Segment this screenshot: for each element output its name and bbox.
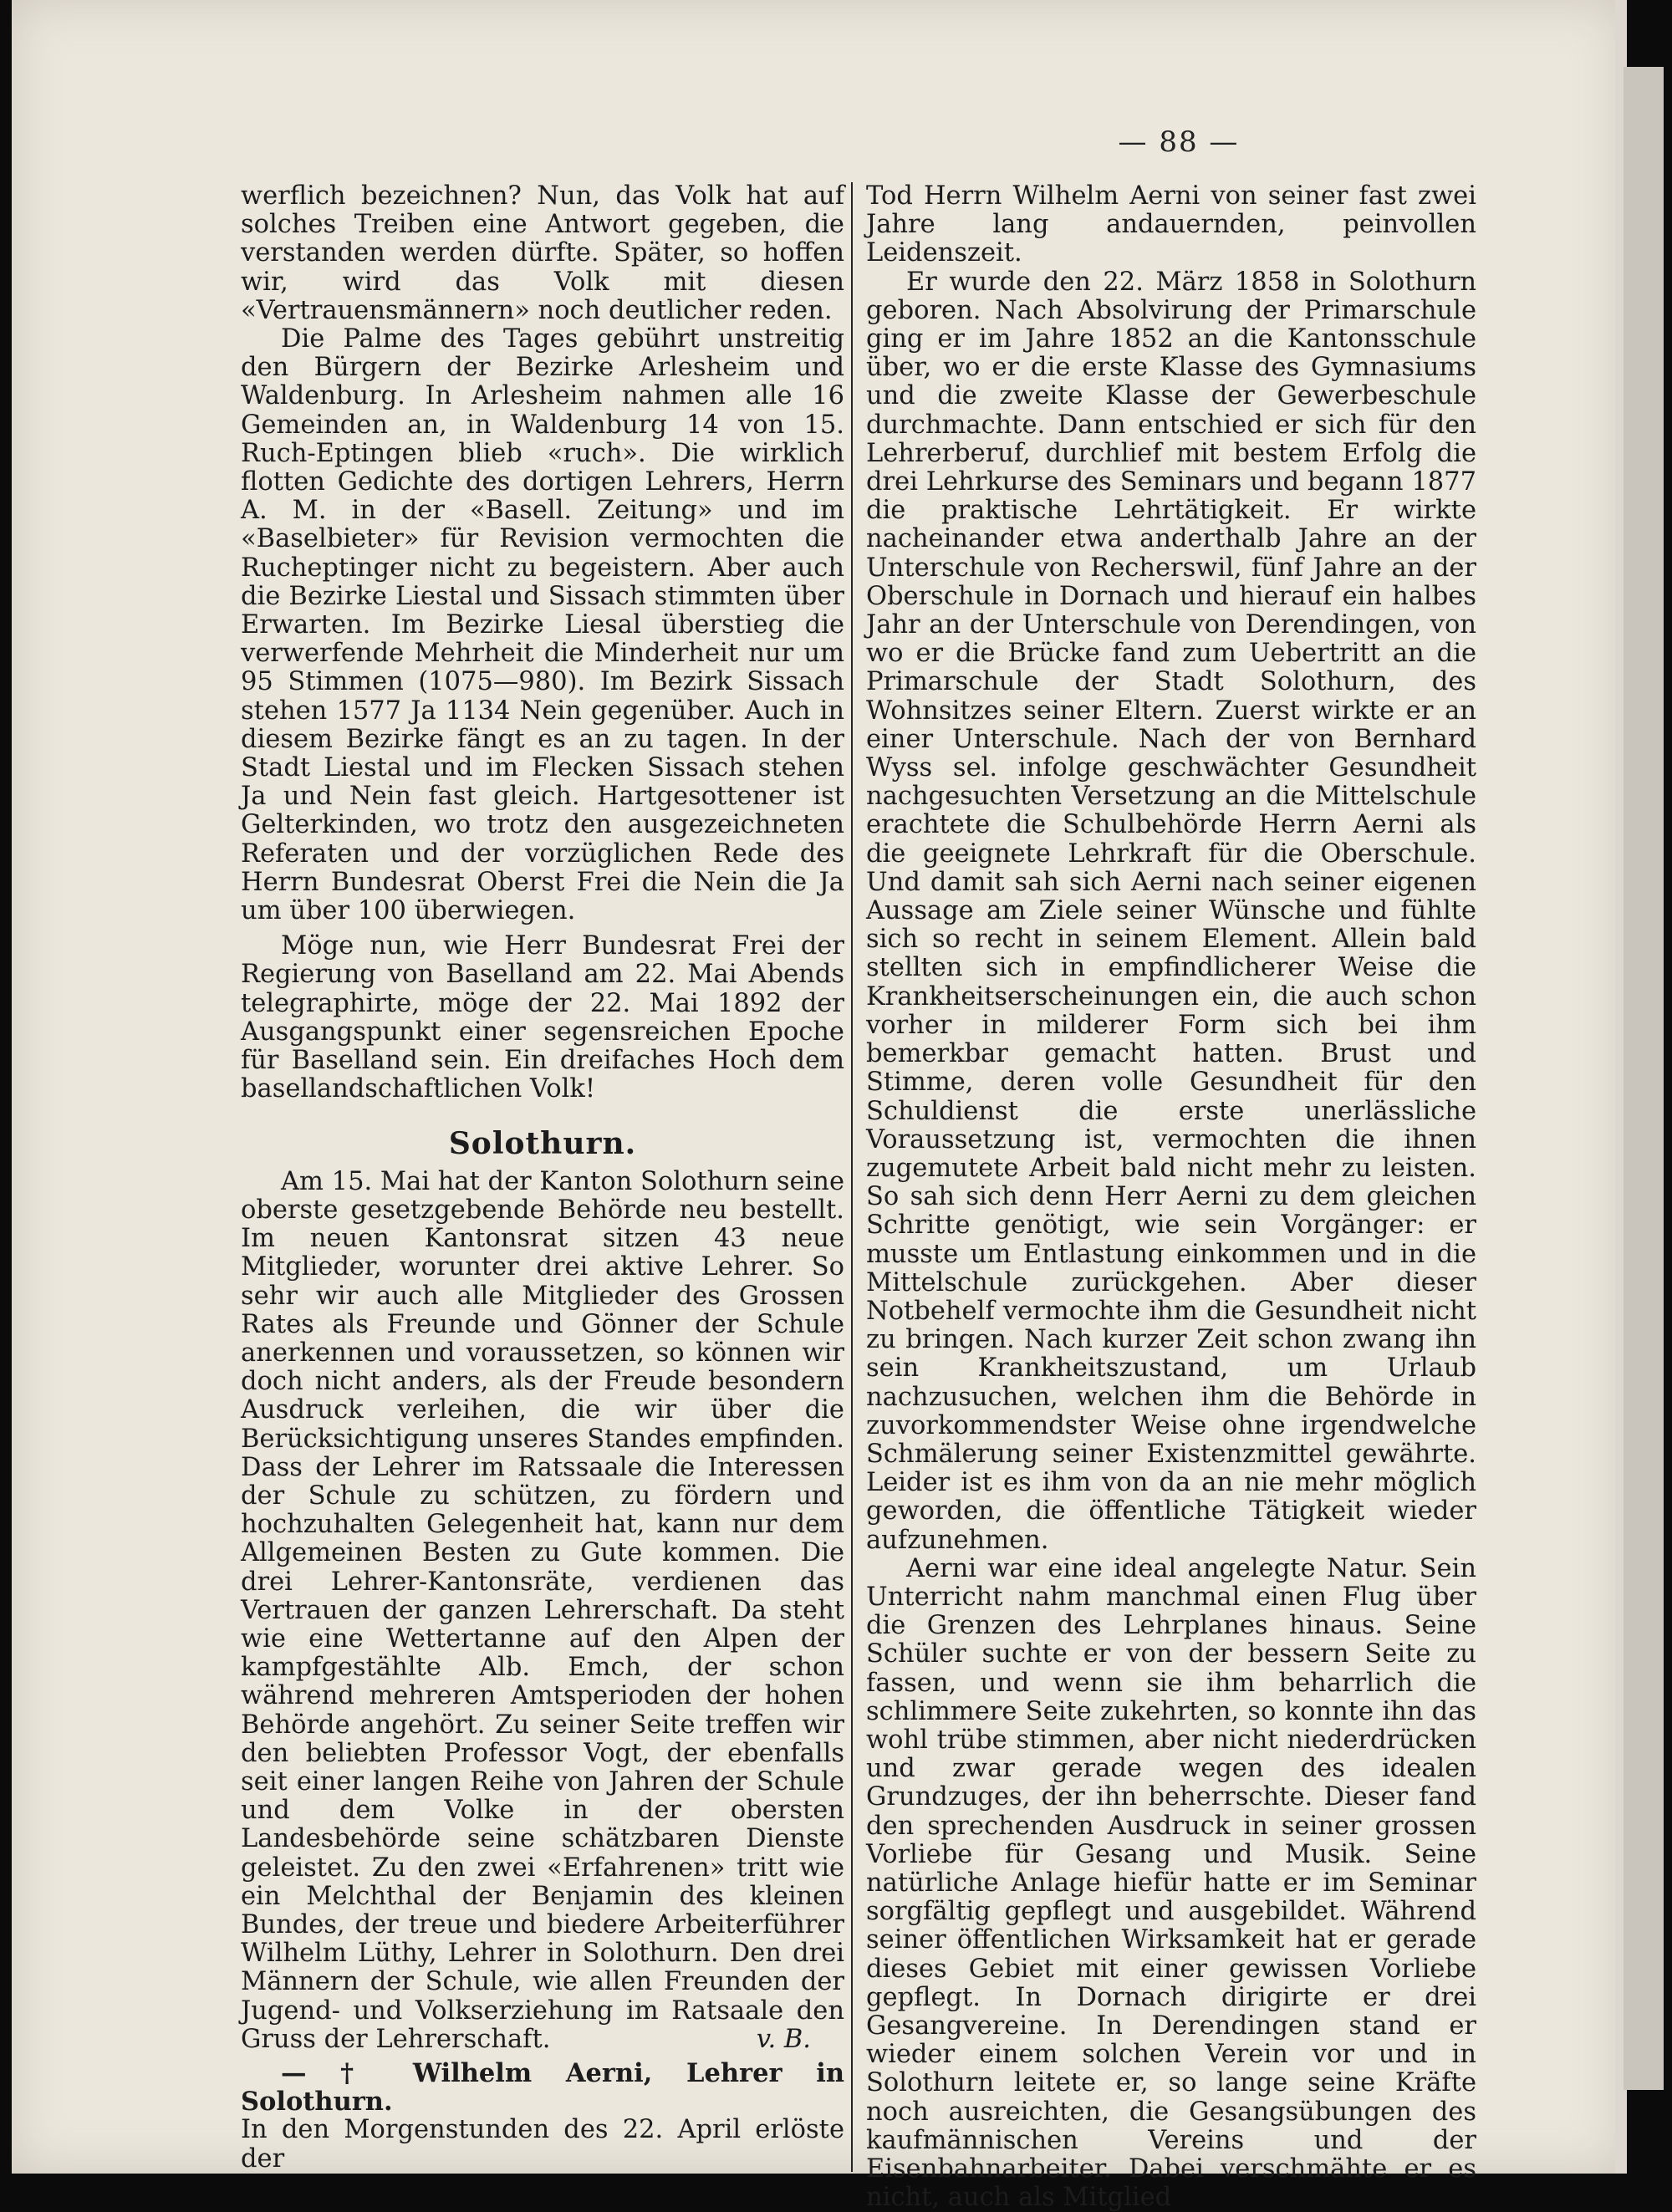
paragraph: werflich bezeichnen? Nun, das Volk hat auf solches Treiben eine Antwort gegeben, die verstanden werden dürfte. Später, so hoffen wir, wird das Volk mit diesen «Vertrauensmännern» noch deutlicher reden. <box>241 181 844 325</box>
paragraph: Tod Herrn Wilhelm Aerni von seiner fast zwei Jahre lang andauernden, peinvollen Leidenszeit. <box>866 181 1476 268</box>
column-divider <box>851 182 853 2172</box>
left-column <box>241 182 844 2174</box>
paragraph <box>241 1168 844 2054</box>
obituary-heading: — † Wilhelm Aerni, Lehrer in Solothurn. <box>241 2058 844 2118</box>
paragraph: Die Palme des Tages gebührt unstreitig den Bürgern der Bezirke Arlesheim und Waldenburg. In Arlesheim nahmen alle 16 Gemeinden an, in Waldenburg 14 von 15. Ruch-Eptingen blieb «ruch». Die wirklich flotten Gedichte des dortigen Lehrers, Herrn A. M. in der «Basell. Zeitung» und im «Baselbieter» für Revision vermochten die Rucheptinger nicht zu begeistern. Aber auch die Bezirke Liestal und Sissach stimmten über Erwarten. Im Bezirke Liesal überstieg die verwerfende Mehrheit die Minderheit nur um 95 Stimmen (1075—980). Im Bezirk Sissach stehen 1577 Ja 1134 Nein gegenüber. Auch in diesem Bezirke fängt es an zu tagen. In der Stadt Liestal und im Flecken Sissach stehen Ja und Nein fast gleich. Hartgesottener ist Gelterkinden, wo trotz den ausgezeichneten Referaten und der vorzüglichen Rede des Herrn Bundesrat Oberst Frei die Nein die Ja um über 100 überwiegen. <box>241 324 844 926</box>
right-column <box>866 182 1476 2212</box>
section-heading: Solothurn. <box>448 1125 637 1161</box>
next-page-edge <box>1624 67 1664 2090</box>
signature: v. B. <box>756 2024 811 2054</box>
paragraph: Er wurde den 22. März 1858 in Solothurn geboren. Nach Absolvirung der Primarschule ging er im Jahre 1852 an die Kantonsschule über, wo er die erste Klasse des Gymnasiums und die zweite Klasse der Gewerbeschule durchmachte. Dann entschied er sich für den Lehrerberuf, durchlief mit bestem Erfolg die drei Lehrkurse des Seminars und begann 1877 die praktische Lehrtätigkeit. Er wirkte nacheinander etwa anderthalb Jahre an der Unterschule von Recherswil, fünf Jahre an der Oberschule in Dornach und hierauf ein halbes Jahr an der Unterschule von Derendingen, von wo er die Brücke fand zum Uebertritt an die Primarschule der Stadt Solothurn, des Wohnsitzes seiner Eltern. Zuerst wirkte er an einer Unterschule. Nach der von Bernhard Wyss sel. infolge geschwächter Gesundheit nachgesuchten Versetzung an die Mittelschule erachtete die Schulbehörde Herrn Aerni als die geeignete Lehrkraft für die Oberschule. Und damit sah sich Aerni nach seiner eigenen Aussage am Ziele seiner Wünsche und fühlte sich so recht in seinem Element. Allein bald stellten sich in empfindlicherer Weise die Krankheitserscheinungen ein, die auch schon vorher in milderer Form sich bei ihm bemerkbar gemacht hatten. Brust und Stimme, deren volle Gesundheit für den Schuldienst die erste unerlässliche Voraussetzung ist, vermochten die ihnen zugemutete Arbeit bald nicht mehr zu leisten. So sah sich denn Herr Aerni zu dem gleichen Schritte genötigt, wie sein Vorgänger: er musste um Entlastung einkommen und in die Mittelschule zurückgehen. Aber dieser Notbehelf vermochte ihm die Gesundheit nicht zu bringen. Nach kurzer Zeit schon zwang ihn sein Krankheitszustand, um Urlaub nachzusuchen, welchen ihm die Behörde in zuvorkommendster Weise ohne irgendwelche Schmälerung seiner Existenzmittel gewährte. Leider ist es ihm von da an nie mehr möglich geworden, die öffentliche Tätigkeit wieder aufzunehmen. <box>866 267 1476 1555</box>
paragraph-text: Am 15. Mai hat der Kanton Solothurn seine oberste gesetzgebende Behörde neu bestellt. Im neuen Kantonsrat sitzen 43 neue Mitglieder, worunter drei aktive Lehrer. So sehr wir auch alle Mitglieder des Grossen Rates als Freunde und Gönner der Schule anerkennen und voraussetzen, so können wir doch nicht anders, als der Freude besondern Ausdruck verleihen, die wir über die Berücksichtigung unseres Standes empfinden. Dass der Lehrer im Ratssaale die Interessen der Schule zu schützen, zu fördern und hochzuhalten Gelegenheit hat, kann nur dem Allgemeinen Besten zu Gute kommen. Die drei Lehrer-Kantonsräte, verdienen das Vertrauen der ganzen Lehrerschaft. Da steht wie eine Wettertanne auf den Alpen der kampfgestählte Alb. Emch, der schon während mehreren Amtsperioden der hohen Behörde angehört. Zu seiner Seite treffen wir den beliebten Professor Vogt, der ebenfalls seit einer langen Reihe von Jahren der Schule und dem Volke in der obersten Landesbehörde seine schätzbaren Dienste geleistet. Zu den zwei «Erfahrenen» tritt wie ein Melchthal der Benjamin des kleinen Bundes, der treue und biedere Arbeiterführer Wilhelm Lüthy, Lehrer in Solothurn. Den drei Männern der Schule, wie allen Freunden der Jugend- und Volkserziehung im Ratsaale den Gruss der Lehrerschaft. <box>241 1166 844 2054</box>
page-number: — 88 — <box>1118 125 1240 159</box>
paragraph: Aerni war eine ideal angelegte Natur. Sein Unterricht nahm manchmal einen Flug über die Grenzen des Lehrplanes hinaus. Seine Schüler suchte er von der bessern Seite zu fassen, und wenn sie ihm beharrlich die schlimmere Seite zukehrten, so konnte ihn das wohl trübe stimmen, aber nicht niederdrücken und zwar gerade wegen des idealen Grundzuges, der ihn beherrschte. Dieser fand den sprechenden Ausdruck in seiner grossen Vorliebe für Gesang und Musik. Seine natürliche Anlage hiefür hatte er im Seminar sorgfältig gepflegt und ausgebildet. Während seiner öffentlichen Wirksamkeit hat er gerade dieses Gebiet mit einer gewissen Vorliebe gepflegt. In Dornach dirigirte er drei Gesangvereine. In Derendingen stand er wieder einem solchen Verein vor und in Solothurn leitete er, so lange seine Kräfte noch ausreichten, die Gesangsübungen des kaufmännischen Vereins und der Eisenbahnarbeiter. Dabei verschmähte er es nicht, auch als Mitglied <box>866 1553 1476 2212</box>
paragraph: Möge nun, wie Herr Bundesrat Frei der Regierung von Baselland am 22. Mai Abends telegraphirte, möge der 22. Mai 1892 der Ausgangspunkt einer segensreichen Epoche für Baselland sein. Ein dreifaches Hoch dem basellandschaftlichen Volk! <box>241 931 844 1104</box>
paragraph: In den Morgenstunden des 22. April erlöste der <box>241 2115 844 2174</box>
